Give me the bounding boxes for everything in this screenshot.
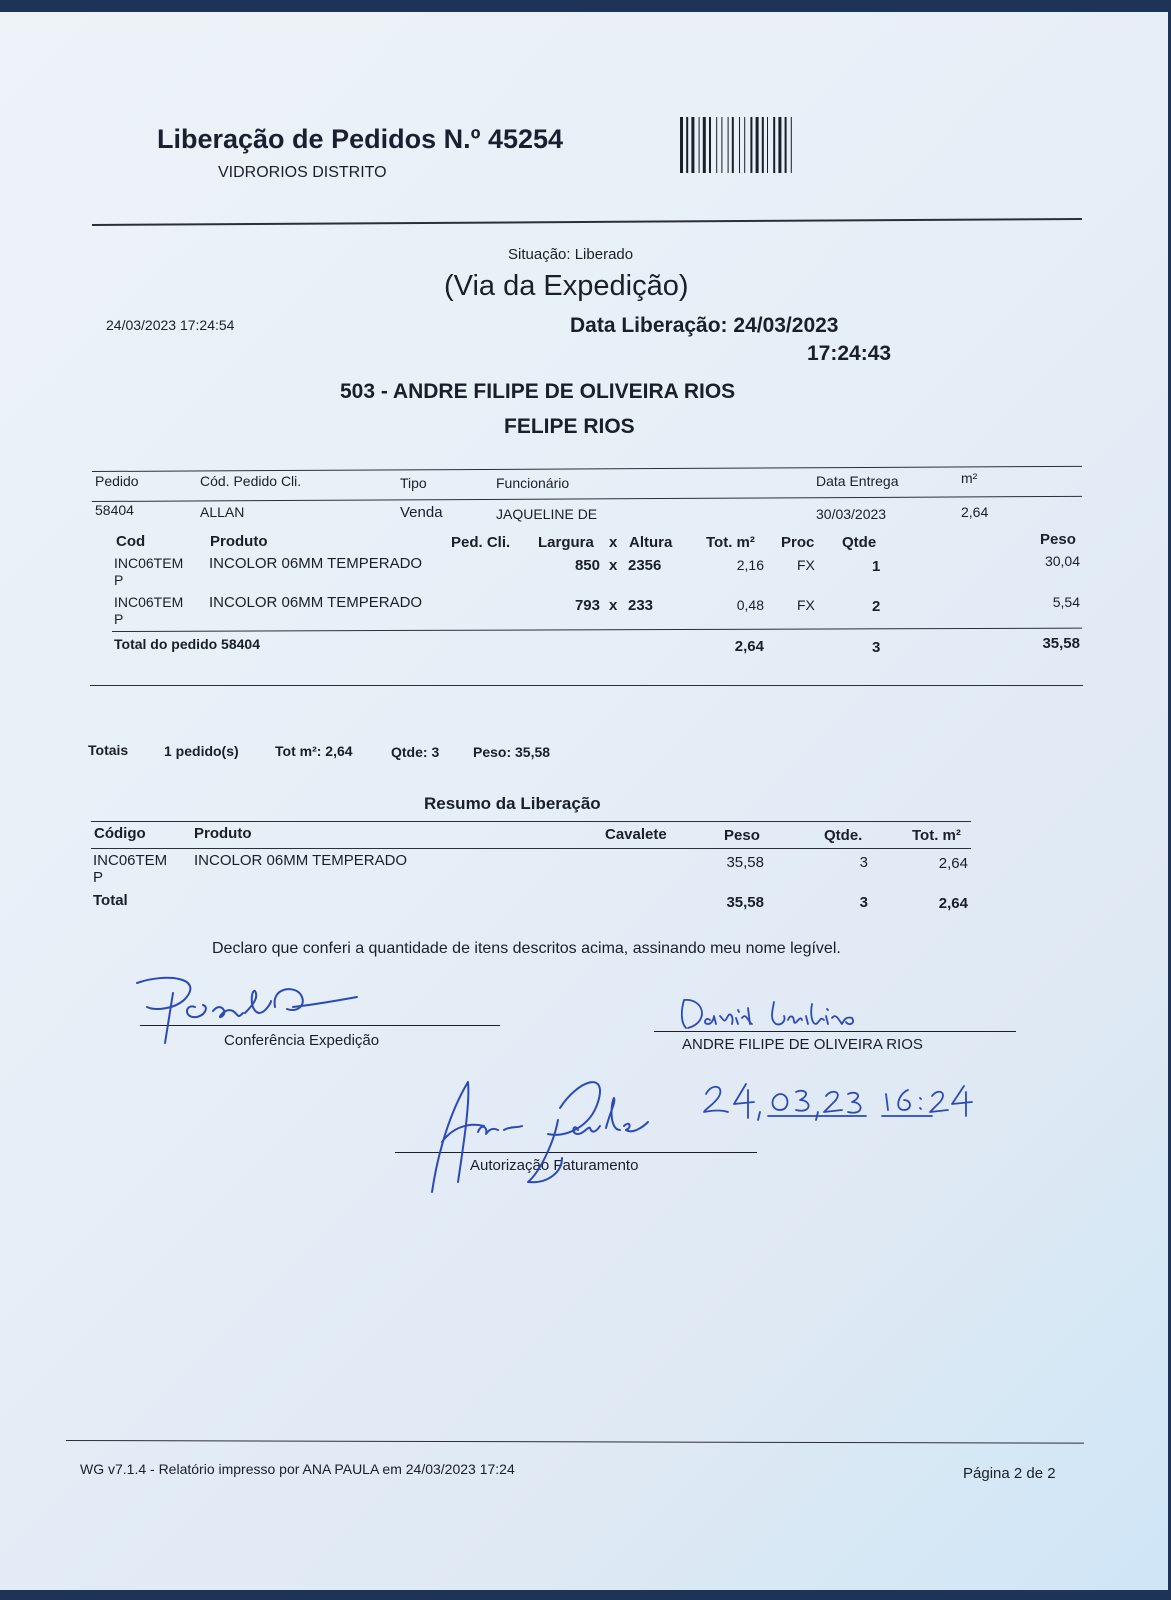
item-cod: INC06TEM	[114, 594, 184, 610]
order-pedido: 58404	[95, 502, 134, 518]
summary-header-produto: Produto	[194, 825, 252, 842]
printed-timestamp: 24/03/2023 17:24:54	[106, 317, 235, 333]
item-qtde: 1	[872, 558, 881, 575]
col-header-m2: m²	[961, 470, 978, 486]
order-total-m2: 2,64	[734, 638, 764, 655]
item-cod-suffix: P	[114, 572, 124, 588]
footer-rule	[66, 1440, 1084, 1444]
status-text: Situação: Liberado	[508, 246, 634, 263]
summary-header-peso: Peso	[724, 827, 760, 844]
item-header-tot-m2: Tot. m²	[706, 534, 755, 551]
order-total-label: Total do pedido 58404	[114, 636, 260, 652]
totals-pedidos: 1 pedido(s)	[164, 743, 239, 759]
summary-row-codigo: INC06TEM	[93, 852, 168, 869]
customer-short-name: FELIPE RIOS	[504, 415, 635, 438]
item-x: x	[609, 557, 618, 574]
summary-row-tot-m2: 2,64	[938, 855, 968, 872]
document-title: Liberação de Pedidos N.º 45254	[157, 124, 564, 154]
item-produto: INCOLOR 06MM TEMPERADO	[209, 555, 423, 572]
item-proc: FX	[797, 557, 815, 573]
summary-total-peso: 35,58	[726, 894, 764, 911]
signature-label-cliente: ANDRE FILIPE DE OLIVEIRA RIOS	[682, 1036, 923, 1053]
summary-header-tot-m2: Tot. m²	[912, 827, 961, 844]
handwritten-signature-autorizacao	[428, 1072, 678, 1202]
customer-name: 503 - ANDRE FILIPE DE OLIVEIRA RIOS	[340, 380, 736, 403]
signature-label-autorizacao: Autorização Faturamento	[470, 1157, 639, 1174]
item-largura: 793	[574, 597, 600, 614]
item-proc: FX	[797, 597, 815, 613]
item-header-qtde: Qtde	[842, 534, 877, 551]
totals-peso: Peso: 35,58	[473, 744, 551, 760]
summary-header-cavalete: Cavalete	[605, 826, 667, 843]
item-header-ped-cli: Ped. Cli.	[451, 534, 511, 551]
item-tot-m2: 0,48	[736, 597, 764, 613]
col-header-cod-pedido-cli: Cód. Pedido Cli.	[200, 473, 302, 489]
order-top-rule	[92, 466, 1082, 472]
barcode-icon	[680, 117, 858, 173]
handwritten-date	[700, 1080, 1000, 1134]
footer-print-info: WG v7.1.4 - Relatório impresso por ANA PAULA em 24/03/2023 17:24	[80, 1461, 515, 1477]
summary-total-tot-m2: 2,64	[938, 895, 968, 912]
handwritten-signature-cliente	[676, 994, 886, 1036]
summary-row-produto: INCOLOR 06MM TEMPERADO	[194, 852, 408, 869]
item-peso: 30,04	[1044, 553, 1080, 569]
order-bottom-rule	[90, 685, 1083, 686]
document-page	[0, 12, 1168, 1590]
order-tipo: Venda	[400, 504, 443, 521]
order-header-rule	[92, 496, 1082, 502]
summary-row-codigo-suffix: P	[93, 869, 104, 886]
company-name: VIDRORIOS DISTRITO	[218, 164, 387, 181]
summary-title: Resumo da Liberação	[424, 794, 601, 813]
summary-row-qtde: 3	[859, 854, 868, 871]
order-data-entrega: 30/03/2023	[816, 506, 887, 522]
summary-total-label: Total	[93, 892, 128, 909]
order-m2: 2,64	[961, 504, 989, 520]
item-header-peso: Peso	[1040, 531, 1076, 548]
totals-label: Totais	[88, 742, 129, 758]
summary-row-peso: 35,58	[726, 854, 764, 871]
summary-total-qtde: 3	[859, 894, 868, 911]
page-number: Página 2 de 2	[963, 1465, 1056, 1482]
item-header-x: x	[609, 534, 618, 551]
summary-header-rule	[91, 848, 971, 849]
totals-qtde: Qtde: 3	[391, 744, 440, 760]
order-total-rule	[112, 628, 1082, 632]
release-time: 17:24:43	[807, 342, 892, 365]
item-cod: INC06TEM	[114, 555, 184, 571]
totals-m2: Tot m²: 2,64	[275, 743, 353, 759]
order-total-qtde: 3	[872, 639, 881, 656]
order-funcionario: JAQUELINE DE	[496, 506, 598, 522]
item-qtde: 2	[872, 598, 881, 615]
declaration-text: Declaro que conferi a quantidade de itens descritos acima, assinando meu nome legível.	[212, 940, 841, 957]
item-largura: 850	[574, 557, 600, 574]
item-x: x	[609, 597, 618, 614]
col-header-funcionario: Funcionário	[496, 475, 570, 491]
item-header-proc: Proc	[781, 534, 815, 551]
item-altura: 2356	[628, 557, 662, 574]
item-header-altura: Altura	[629, 534, 673, 551]
copy-type: (Via da Expedição)	[444, 270, 689, 302]
col-header-pedido: Pedido	[95, 473, 139, 489]
col-header-data-entrega: Data Entrega	[816, 473, 899, 489]
item-produto: INCOLOR 06MM TEMPERADO	[209, 594, 423, 611]
header-divider	[92, 218, 1082, 226]
item-header-largura: Largura	[538, 534, 594, 551]
handwritten-signature-conferencia	[125, 967, 375, 1045]
order-cod-pedido-cli: ALLAN	[200, 504, 245, 520]
col-header-tipo: Tipo	[400, 475, 427, 491]
release-date: Data Liberação: 24/03/2023	[570, 314, 839, 337]
item-altura: 233	[628, 597, 654, 614]
order-total-peso: 35,58	[1042, 635, 1080, 652]
item-cod-suffix: P	[114, 611, 124, 627]
summary-header-qtde: Qtde.	[824, 827, 863, 844]
item-peso: 5,54	[1052, 594, 1080, 610]
item-tot-m2: 2,16	[736, 557, 764, 573]
summary-header-codigo: Código	[94, 825, 146, 842]
item-header-produto: Produto	[210, 533, 268, 550]
item-header-cod: Cod	[116, 533, 146, 550]
summary-top-rule	[91, 821, 971, 822]
signature-label-conferencia: Conferência Expedição	[224, 1032, 380, 1049]
